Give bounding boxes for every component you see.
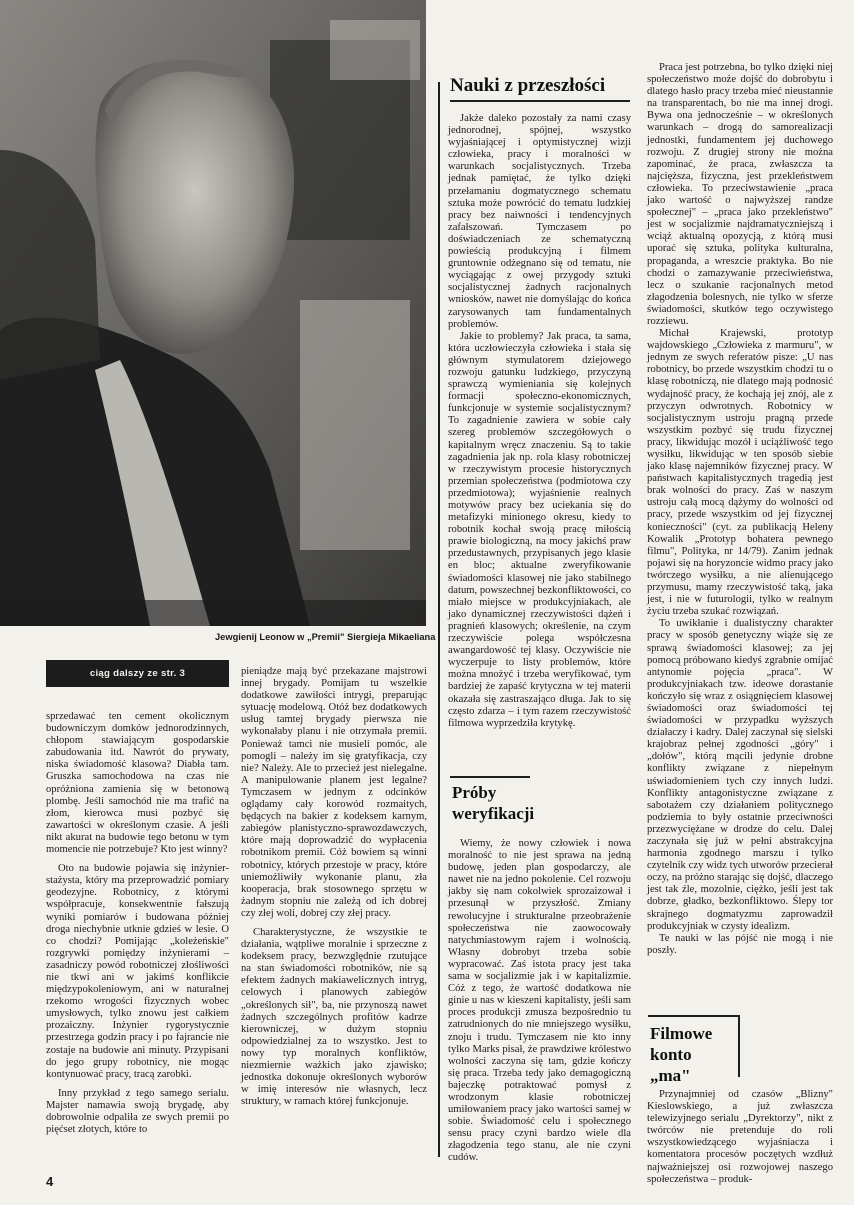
column-4-bottom <box>647 1089 833 1186</box>
paragraph: sprzedawać ten cement okolicznym budowniczym domków jednorodzinnych, chłopom stawiającym gospodarskie zabudowania itd. Nawrót do prywaty, niska świadomość klasowa? Diabła tam. Gruszka samochodowa na czas nie opróżniona zamienia się w betonową plombę. Jeśli samochód nie ma trafić na złom, kierowca musi pozbyć się zawartości w określonym czasie. A jeśli nikt akurat na budowie tego betonu w tym momencie nie potrzebuje? Kto jest winny? <box>46 711 229 856</box>
column-3-top <box>448 113 631 730</box>
paragraph: Wiemy, że nowy człowiek i nowa moralność to nie jest sprawa na jedną budowę, jeden plan gospodarczy, ale nawet nie na jedno pokolenie. Cel rozwoju jakby się nam cokolwiek sprozaizował i przesunął w przyszłość. Zmiany rewolucyjne i strukturalne przeobrażenie społeczeństwa nie zaowocowały natychmiastowym rajem i wolnością. Własny dobrobyt trzeba sobie wypracować. Zaś istota pracy jest taka sama w socjalizmie jak i w kapitalizmie. Cóż z tego, że wartość dodatkowa nie ginie u nas w kieszeni kapitalisty, jeśli sam proces produkcji zmusza bezpośrednio tu zatrudnionych do nie mniejszego wysiłku, znoju i trudu. Tymczasem nie kto inny tylko Marks pisał, że prawdziwe królestwo wolności zaczyna się tam, gdzie kończy się praca. Trzeba tedy jako demagogiczną bajeczkę potraktować pomysł z wrodzonym klasie robotniczej umiłowaniem pracy jako wartości samej w sobie. Świadomość celu i społecznego sensu pracy czyni bardzo wiele dla złagodzenia tego stanu, ale nie czyni cudów. <box>448 838 631 1164</box>
column-3-bottom <box>448 838 631 1165</box>
paragraph: To uwikłanie i dualistyczny charakter pracy w sposób genetyczny wiąże się ze sprawą świadomości klasowej; za jej pomocą próbowano kiedyś zgrabnie omijać antynomie pojęcia „praca". W produkcyjniakach tzw. ideowe dorastanie kończyło się wraz z osiągnięciem klasowej świadomości oraz świadomości tej świadomości w przypadku wyższych działaczy i kadry. Dalej zaczynał się sielski krajobraz pełnej zgodności „góry" i „dołów", którą mącili jedynie drobne konflikty związane z niepełnym uświadomieniem tych czy innych ludzi. Konflikty antagonistyczne związane z sabotażem czy działaniem politycznego podziemia to były ostatnie przeciwności przezwyciężane w drodze do celu. Dalej zaczynała się już w pełni abstrakcyjna harmonia zgodnego marszu i tylko czytelnik czy widz tych utworów przecierał oczy, na próżno starając się dojść, dlaczego jest tak źle, mozolnie, ciężko, jeśli jest tak dobrze, gładko, bezkonfliktowo. Ślepy tor skrajnego dogmatyzmu zaprowadził produkcyjniak w czysty idealizm. <box>647 618 833 932</box>
continued-banner: ciąg dalszy ze str. 3 <box>46 660 229 687</box>
paragraph: Te nauki w las pójść nie mogą i nie poszły. <box>647 932 833 956</box>
paragraph: pieniądze mają być przekazane majstrowi innej brygady. Pomijam tu wszelkie dodatkowe zawiłości intrygi, preparując sytuację modelową. Otóż bez dodatkowych usług tamtej brygady pierwsza nie wykonałaby planu i nie otrzymała premii. Ponieważ tamci nie musieli pomóc, ale pomogli – należy im się gratyfikacja, czy nie? Należy. Ale to przecież jest nielegalne. A manipulowanie planem jest legalne? Tymczasem w jednym z odcinków oglądamy cały korowód rozmaitych, będących na bakier z kodeksem karnym, zabiegów planistyczno-sprawozdawczych, które mają doprowadzić do wypłacenia robotnikom premii. Cóż bowiem są winni robotnicy, których przestoje w pracy, które uniemożliwiły wykonanie planu, zła kooperacja, brak stosownego sprzętu w żadnym stopniu nie zależą od ich dobrej czy złej woli, dobrej czy złej pracy. <box>241 666 427 919</box>
section-heading: Nauki z przeszłości <box>450 75 606 96</box>
column-rule <box>738 1015 740 1077</box>
column-2 <box>241 666 427 1108</box>
film-still-photo <box>0 0 426 626</box>
column-4-top <box>647 62 833 957</box>
heading-rule <box>450 100 630 102</box>
paragraph: Praca jest potrzebna, bo tylko dzięki niej społeczeństwo może dojść do dobrobytu i dlatego hasło pracy trzeba mieć nieustannie na transparentach, bo nie ma innej drogi. Bywa ona jednocześnie – w określonych warunkach – drogą do samorealizacji jednostki, fundamentem jej duchowego rozwoju. Z drugiej strony nie można zapominać, że praca, zwłaszcza ta najcięższa, fizyczna, jest przekleństwem człowieka. To przeciwstawienie „praca jako wartość o najwyższej randze społecznej" – „praca jako przekleństwo" jest w socjalizmie najdramatyczniejszą i wciąż aktualną opozycją, z którą musi uporać się sztuka, polityka kulturalna, propaganda, a wreszcie praktyka. Bo nie chodzi o zamazywanie przeciwieństwa, lecz o szukanie racjonalnych metod złagodzenia bolesnych, nie tylko w sferze świadomości, skutków tego oczywistego rozziewu. <box>647 62 833 327</box>
paragraph: Przynajmniej od czasów „Blizny" Kieslowskiego, a już zwłaszcza telewizyjnego serialu „Dyrektorzy", nikt z twórców nie pretenduje do roli wszystkowiedzącego wyjaśniacza i komentatora procesów poczętych wzdłuż najważniejszej osi rozwojowej naszego społeczeństwa – produk- <box>647 1089 833 1185</box>
section-heading: Filmowe konto „ma" <box>650 1024 713 1085</box>
paragraph: Oto na budowie pojawia się inżynier-stażysta, który ma przeprowadzić pomiary geodezyjne. Robotnicy, z którymi współpracuje, konsekwentnie fałszują wyniki pomiarów i budowana później droga niechybnie utknie gdzieś w lesie. O co chodzi? Pomijając „koleżeńskie" rozgrywki pomiędzy inżynierami – zasadniczy powód robotniczej złośliwości nie tkwi ani w jakimś konflikcie międzypokoleniowym, ani w naturalnej rzekomo wrogości fizycznych wobec umysłowych, tylko znowu jest całkiem prozaiczny. Inżynier rygorystycznie przestrzega godzin pracy i po fajrancie nie zostaje na budowie ani minuty. Przypisani do jego grupy robotnicy, nie mogąc kontynuować pracy, tracą zarobki. <box>46 863 229 1080</box>
column-rule <box>438 82 440 1157</box>
page-number: 4 <box>46 1174 54 1189</box>
portrait-illustration <box>0 0 426 626</box>
column-1 <box>46 711 229 1136</box>
section-heading: Próby weryfikacji <box>452 783 535 823</box>
paragraph: Jakże daleko pozostały za nami czasy jednorodnej, spójnej, wszystko wyjaśniającej i optymistycznej wizji człowieka, pracy i moralności w warunkach socjalistycznych. Trzeba jednak pamiętać, że tylko dzięki przełamaniu dogmatycznego schematu sztuka może powrócić do tematu ludzkiej pracy bez naiwności i tendencyjnych zafałszowań. Tymczasem po doświadczeniach ze schematyczną powieścią produkcyjną i filmem gruntownie odżegnano się od tematu, nie wyciągając z owej przygody sztuki socjalistycznej żadnych racjonalnych wniosków, nawet nie domyślając do końca zarysowanych tam fundamentalnych problemów. <box>448 113 631 330</box>
heading-rule <box>450 776 530 778</box>
paragraph: Jakie to problemy? Jak praca, ta sama, która uczłowieczyła człowieka i stała się głównym stymulatorem dziejowego rozwoju gatunku ludzkiego, przyczyną sprawczą wymieniania się kolejnych formacji społeczno-ekonomicznych, funkcjonuje w systemie socjalistycznym? To zagadnienie zawiera w sobie cały szereg problemów szczegółowych o kapitalnym wręcz znaczeniu. Są to takie zagadnienia jak np. rola klasy robotniczej w rzeczywistym procesie historycznych przemian społeczeństwa (podmiotowa czy przedmiotowa); wyjaśnienie realnych motywów pracy bez uciekania się do metafizyki minionego okresu, kiedy to robotnik kochał swoją pracę miłością prawie biologiczną, na mocy jakichś praw przedustawnych, przypisanych jego klasie en bloc; aktualne zweryfikowanie świadomości klasowej nie jako stabilnego datum, powszechnej bezkonfliktowości, co miało miejsce w produkcyjniakach, ale jako dynamicznej rzeczywistości dążeń i pragnień klasowych; określenie, na czym rzeczywiście polega współczesna awangardowość tej klasy. Oczywiście nie wyczerpuje to listy problemów, które można mnożyć i trzeba weryfikować, tym bardziej że zapaść krytyczna w tej materii okazała się zastraszająco długa. Jak to się często zdarza – i tym razem rzeczywistość filmowa wyprzedziła krytykę. <box>448 330 631 729</box>
paragraph: Inny przykład z tego samego serialu. Majster namawia swoją brygadę, aby dobrowolnie odpaliła ze swych premii po pięćset złotych, które to <box>46 1087 229 1136</box>
paragraph: Michał Krajewski, prototyp wajdowskiego „Człowieka z marmuru", w jednym ze swych referatów pisze: „U nas robotnicy, bo przede wszystkim chodzi tu o klasę robotniczą, nie dlatego mają podnosić wydajność pracy, że kochają jej znój, ale z przyczyn odwrotnych. Robotnicy w socjalistycznym ustroju pragną przede wszystkim pozbyć się trudu fizycznej pracy, likwidując mozół i uciążliwość tego wysiłku, likwidując w ten sposób siebie jako klasę najemników fizycznej pracy. W państwach kapitalistycznych tragedią jest brak wolności do pracy. Zaś w naszym ustroju całą mocą dążymy do wolności od pracy, przede wszystkim od jej fizycznej konieczności" (cyt. za publikacją Heleny Kowalik „Prototyp bohatera pewnego filmu", Polityka, nr 14/79). Zanim jednak pojawi się na horyzoncie widmo pracy jako twórczego wysiłku, a nie alienującego przymusu, mamy rzeczywistość taką, jaka jest, i nie w futurologii, tylko w realnym życiu trzeba szukać rozwiązań. <box>647 328 833 618</box>
heading-rule <box>648 1015 738 1017</box>
paragraph: Charakterystyczne, że wszystkie te działania, wątpliwe moralnie i sprzeczne z kodeksem pracy, bezwzględnie rzutujące na stan świadomości robotników, nie są efektem żadnych makiawelicznych intryg, celowych i planowych zabiegów „określonych sił", ba, nie przynoszą nawet żadnych szczególnych profitów kadrze kierowniczej, w dużym stopniu odpowiedzialnej za to wszystko. Jest to nowy typ moralnych konfliktów, niezmiernie ważkich jako zjawisko; jednostka dokonuje określonych wyborów w imię interesów nie własnych, lecz struktury, w ramach której funkcjonuje. <box>241 926 427 1108</box>
photo-caption: Jewgienij Leonow w „Premii" Siergieja Mikaeliana <box>215 632 436 642</box>
